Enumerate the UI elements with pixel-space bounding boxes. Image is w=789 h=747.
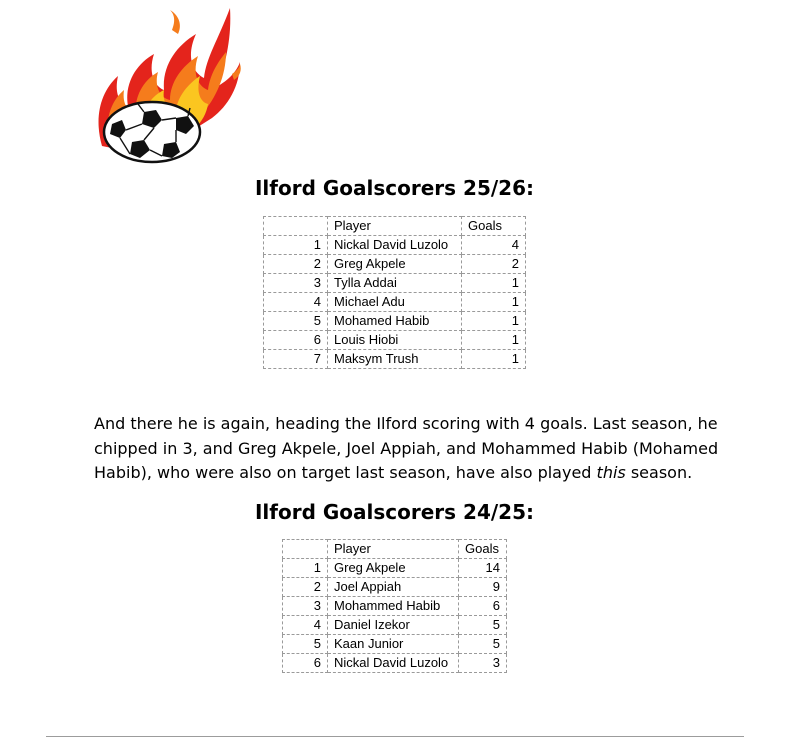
paragraph-text: And there he is again, heading the Ilford scoring with 4 goals. Last season, he chipped in 3, and Greg Akpele, Joel Appiah, and Mohammed Habib (Mohamed Habib), who were also on target last season, have also played: [94, 414, 719, 482]
player-cell: Michael Adu: [328, 293, 462, 312]
table-header-row: [283, 540, 507, 559]
player-cell: Maksym Trush: [328, 350, 462, 369]
table-row: [283, 654, 507, 673]
goals-cell: 14: [459, 559, 507, 578]
goalscorers-table-2425: [282, 539, 507, 673]
table-row: [283, 635, 507, 654]
column-header-player: Player: [328, 540, 459, 559]
player-cell: Mohammed Habib: [328, 597, 459, 616]
goals-cell: 1: [462, 350, 526, 369]
table-row: [264, 255, 526, 274]
rank-cell: 4: [283, 616, 328, 635]
rank-cell: 5: [283, 635, 328, 654]
goals-cell: 5: [459, 635, 507, 654]
player-cell: Nickal David Luzolo: [328, 654, 459, 673]
player-cell: Kaan Junior: [328, 635, 459, 654]
rank-cell: 3: [283, 597, 328, 616]
rank-cell: 2: [264, 255, 328, 274]
heading-season-2526: Ilford Goalscorers 25/26:: [254, 176, 534, 200]
column-header-goals: Goals: [459, 540, 507, 559]
column-header-rank: [283, 540, 328, 559]
body-paragraph: [94, 412, 734, 486]
table-row: [264, 312, 526, 331]
rank-cell: 1: [283, 559, 328, 578]
player-cell: Mohamed Habib: [328, 312, 462, 331]
goals-cell: 5: [459, 616, 507, 635]
table-row: [283, 559, 507, 578]
rank-cell: 6: [283, 654, 328, 673]
player-cell: Tylla Addai: [328, 274, 462, 293]
table-row: [264, 350, 526, 369]
column-header-rank: [264, 217, 328, 236]
rank-cell: 3: [264, 274, 328, 293]
paragraph-text-end: season.: [625, 463, 693, 482]
table-header-row: [264, 217, 526, 236]
column-header-player: Player: [328, 217, 462, 236]
player-cell: Joel Appiah: [328, 578, 459, 597]
goals-cell: 4: [462, 236, 526, 255]
goals-cell: 9: [459, 578, 507, 597]
rank-cell: 7: [264, 350, 328, 369]
table-row: [283, 616, 507, 635]
goals-cell: 2: [462, 255, 526, 274]
column-header-goals: Goals: [462, 217, 526, 236]
paragraph-italic: this: [596, 463, 626, 482]
player-cell: Greg Akpele: [328, 559, 459, 578]
heading-season-2425: Ilford Goalscorers 24/25:: [254, 500, 534, 524]
player-cell: Daniel Izekor: [328, 616, 459, 635]
goals-cell: 1: [462, 331, 526, 350]
goals-cell: 6: [459, 597, 507, 616]
table-row: [264, 274, 526, 293]
rank-cell: 2: [283, 578, 328, 597]
flaming-football-icon: [92, 6, 242, 164]
rank-cell: 6: [264, 331, 328, 350]
table-row: [283, 578, 507, 597]
goals-cell: 1: [462, 293, 526, 312]
rank-cell: 4: [264, 293, 328, 312]
rank-cell: 1: [264, 236, 328, 255]
table-row: [264, 236, 526, 255]
rank-cell: 5: [264, 312, 328, 331]
table-row: [264, 331, 526, 350]
goals-cell: 1: [462, 274, 526, 293]
table-row: [283, 597, 507, 616]
goalscorers-table-2526: [263, 216, 526, 369]
player-cell: Greg Akpele: [328, 255, 462, 274]
goals-cell: 1: [462, 312, 526, 331]
table-row: [264, 293, 526, 312]
goals-cell: 3: [459, 654, 507, 673]
player-cell: Louis Hiobi: [328, 331, 462, 350]
player-cell: Nickal David Luzolo: [328, 236, 462, 255]
footer-divider: [46, 736, 744, 737]
